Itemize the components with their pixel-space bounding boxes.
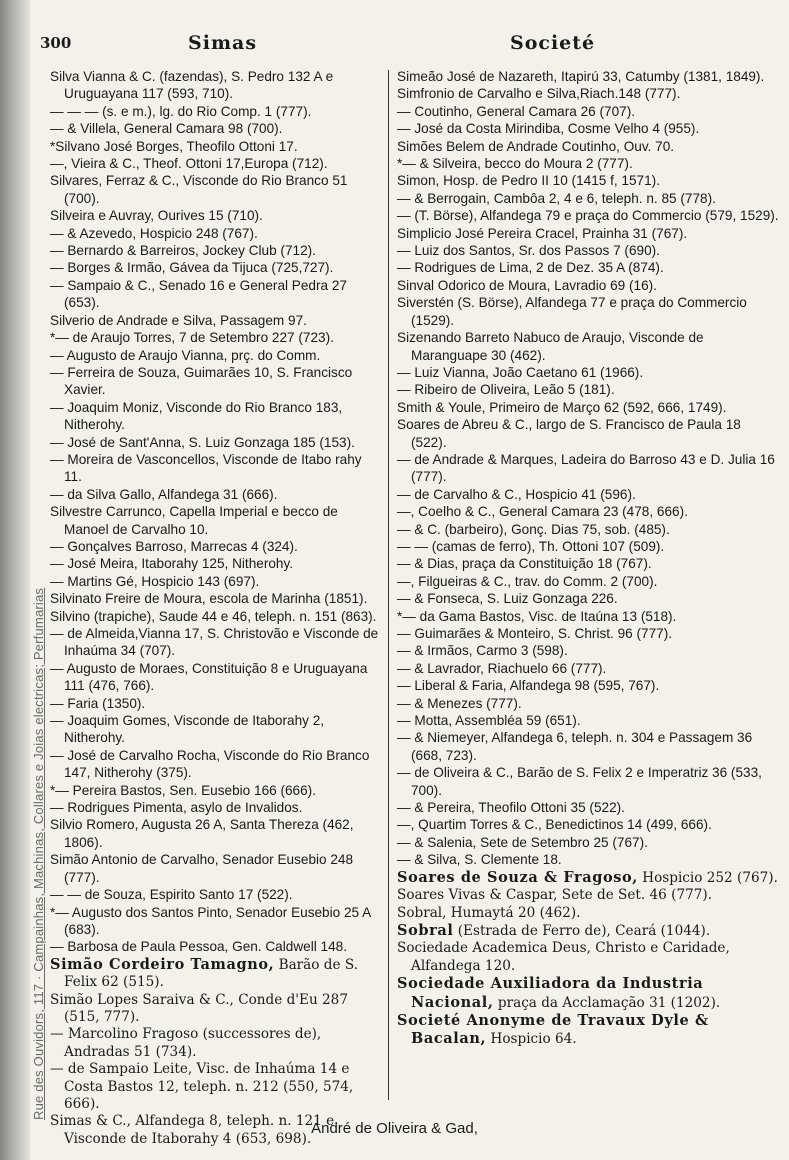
- directory-entry: —, Coelho & C., General Camara 23 (478, 666).: [397, 504, 688, 520]
- directory-entry: — Augusto de Moraes, Constituição 8 e Uruguayana 111 (476, 766).: [50, 660, 368, 694]
- directory-entry: — Augusto de Araujo Vianna, prç. do Comm.: [50, 347, 321, 363]
- directory-entry: — & Menezes (777).: [397, 695, 522, 711]
- directory-entry: — de Carvalho & C., Hospicio 41 (596).: [397, 486, 636, 502]
- directory-entry: — & Irmãos, Carmo 3 (598).: [397, 643, 568, 659]
- entry-text: praça da Acclamação 31 (1202).: [493, 994, 721, 1011]
- directory-entry: *Silvano José Borges, Theofilo Ottoni 17.: [50, 138, 298, 154]
- directory-entry: — & Silva, S. Clemente 18.: [397, 852, 562, 868]
- directory-entry: — José de Sant'Anna, S. Luiz Gonzaga 185 (153).: [50, 434, 355, 450]
- directory-entry: — Coutinho, General Camara 26 (707).: [397, 103, 636, 119]
- directory-entry: — Rodrigues de Lima, 2 de Dez. 35 A (874).: [397, 260, 664, 276]
- directory-entry: —, Vieira & C., Theof. Ottoni 17,Europa (712).: [50, 156, 328, 172]
- directory-entry: — & Fonseca, S. Luiz Gonzaga 226.: [397, 591, 618, 607]
- entry-heading: Societé Anonyme de Travaux Dyle & Bacalan,: [397, 1011, 709, 1048]
- directory-entry: — José de Carvalho Rocha, Visconde do Rio Branco 147, Nitherohy (375).: [50, 747, 370, 781]
- directory-entry: — & C. (barbeiro), Gonç. Dias 75, sob. (485).: [397, 521, 670, 537]
- directory-entry: [50, 1061, 382, 1113]
- directory-entry: Simão Antonio de Carvalho, Senador Eusebio 248 (777).: [50, 852, 354, 885]
- directory-entry: *— da Gama Bastos, Visc. de Itaúna 13 (518).: [397, 608, 677, 624]
- directory-entry: Silvino (trapiche), Saude 44 e 46, teleph. n. 151 (863).: [50, 608, 377, 624]
- directory-entry: [397, 869, 779, 887]
- directory-entry: —, Quartim Torres & C., Benedictinos 14 (499, 666).: [397, 817, 712, 833]
- directory-entry: *— & Silveira, becco do Moura 2 (777).: [397, 156, 633, 172]
- directory-entry: — & Salenia, Sete de Setembro 25 (767).: [397, 834, 648, 850]
- directory-entry: Silvares, Ferraz & C., Visconde do Rio Branco 51 (700).: [50, 173, 348, 206]
- entry-text: Simas & C., Alfandega 8, teleph. n. 121 e Visconde de Itaborahy 4 (653, 698).: [50, 1113, 335, 1147]
- directory-entry: — Luiz Vianna, João Caetano 61 (1966).: [397, 364, 644, 380]
- directory-entry: — Motta, Assembléa 59 (651).: [397, 713, 581, 729]
- directory-entry: [50, 956, 382, 992]
- directory-entry: —, Filgueiras & C., trav. do Comm. 2 (700).: [397, 573, 658, 589]
- page-header: [40, 32, 780, 58]
- directory-entry: Siverstén (S. Börse), Alfandega 77 e praça do Commercio (1529).: [397, 295, 747, 328]
- directory-entry: *— Pereira Bastos, Sen. Eusebio 166 (666).: [50, 782, 316, 798]
- directory-entry: — Borges & Irmão, Gávea da Tijuca (725,727).: [50, 260, 334, 276]
- column-divider: [388, 70, 389, 1100]
- directory-entry: Simões Belem de Andrade Coutinho, Ouv. 70.: [397, 138, 675, 154]
- directory-entry: — Joaquim Moniz, Visconde do Rio Branco 183, Nitherohy.: [50, 399, 343, 433]
- directory-entry: — & Lavrador, Riachuelo 66 (777).: [397, 660, 607, 676]
- directory-entry: — Barbosa de Paula Pessoa, Gen. Caldwell 148.: [50, 939, 347, 955]
- entry-heading: Sobral: [397, 921, 454, 939]
- entry-text: — Marcolino Fragoso (successores de), Andradas 51 (734).: [50, 1026, 322, 1060]
- directory-entry: — Ribeiro de Oliveira, Leão 5 (181).: [397, 382, 615, 398]
- directory-entry: — Moreira de Vasconcellos, Visconde de Itabo rahy 11.: [50, 451, 362, 485]
- directory-entry: Silvinato Freire de Moura, escola de Marinha (1851).: [50, 591, 368, 607]
- directory-entry: Simplicio José Pereira Cracel, Prainha 31 (767).: [397, 225, 688, 241]
- directory-entry: — & Azevedo, Hospicio 248 (767).: [50, 225, 258, 241]
- left-column: [50, 68, 382, 1148]
- directory-entry: *— Augusto dos Santos Pinto, Senador Eusebio 25 A (683).: [50, 904, 371, 937]
- directory-entry: — José da Costa Mirindiba, Cosme Velho 4 (955).: [397, 121, 700, 137]
- directory-entry: Soares de Abreu & C., largo de S. Francisco de Paula 18 (522).: [397, 417, 741, 450]
- directory-entry: [397, 975, 779, 1012]
- directory-entry: Silvio Romero, Augusta 26 A, Santa Thereza (462, 1806).: [50, 817, 354, 850]
- entry-text: Barão de S. Felix 62 (515).: [64, 956, 359, 991]
- directory-entry: [397, 1012, 779, 1049]
- directory-entry: — Liberal & Faria, Alfandega 98 (595, 767).: [397, 678, 660, 694]
- directory-entry: — — (camas de ferro), Th. Ottoni 107 (509).: [397, 538, 665, 554]
- directory-entry: — da Silva Gallo, Alfandega 31 (666).: [50, 486, 278, 502]
- directory-entry: [397, 887, 779, 904]
- entry-text: Sociedade Academica Deus, Christo e Caridade, Alfandega 120.: [397, 940, 730, 974]
- directory-entry: — & Berrogain, Cambôa 2, 4 e 6, teleph. n. 85 (778).: [397, 190, 716, 206]
- directory-entry: Silva Vianna & C. (fazendas), S. Pedro 132 A e Uruguayana 117 (593, 710).: [50, 69, 334, 102]
- right-running-title: Societé: [510, 32, 596, 54]
- directory-entry: [397, 922, 779, 940]
- directory-entry: — & Villela, General Camara 98 (700).: [50, 121, 283, 137]
- directory-entry: — Sampaio & C., Senado 16 e General Pedra 27 (653).: [50, 277, 347, 311]
- entry-heading: Sociedade Auxiliadora da Industria Nacional,: [397, 975, 704, 1011]
- directory-entry: — de Almeida,Vianna 17, S. Christovão e Visconde de Inhaúma 34 (707).: [50, 626, 379, 659]
- directory-entry: — & Dias, praça da Constituição 18 (767).: [397, 556, 652, 572]
- directory-entry: — de Oliveira & C., Barão de S. Felix 2 e Imperatriz 36 (533, 700).: [397, 765, 762, 798]
- entry-text: Hospicio 252 (767).: [637, 869, 778, 886]
- directory-entry: [50, 1026, 382, 1061]
- directory-entry: — (T. Börse), Alfandega 79 e praça do Commercio (579, 1529).: [397, 208, 779, 224]
- directory-entry: Sizenando Barreto Nabuco de Araujo, Visconde de Maranguape 30 (462).: [397, 330, 704, 363]
- page-edge-shadow: [0, 0, 30, 1160]
- directory-entry: — — de Souza, Espirito Santo 17 (522).: [50, 887, 293, 903]
- directory-entry: Simeão José de Nazareth, Itapirú 33, Catumby (1381, 1849).: [397, 69, 765, 84]
- entry-text: Simão Lopes Saraiva & C., Conde d'Eu 287 (515, 777).: [50, 991, 348, 1025]
- entry-heading: Simão Cordeiro Tamagno,: [50, 955, 275, 973]
- directory-entry: — — — (s. e m.), lg. do Rio Comp. 1 (777).: [50, 103, 312, 119]
- directory-entry: — Bernardo & Barreiros, Jockey Club (712).: [50, 243, 316, 259]
- directory-entry: — & Pereira, Theofilo Ottoni 35 (522).: [397, 800, 625, 816]
- entry-text: Soares Vivas & Caspar, Sete de Set. 46 (777).: [397, 887, 713, 904]
- directory-entry: — Guimarães & Monteiro, S. Christ. 96 (777).: [397, 626, 672, 641]
- directory-entry: — José Meira, Itaborahy 125, Nitherohy.: [50, 556, 294, 572]
- left-running-title: Simas: [188, 32, 258, 54]
- directory-entry: — Martins Gé, Hospicio 143 (697).: [50, 573, 260, 589]
- directory-entry: — Gonçalves Barroso, Marrecas 4 (324).: [50, 538, 298, 554]
- directory-entry: [397, 940, 779, 975]
- directory-entry: [50, 992, 382, 1027]
- directory-entry: Silverio de Andrade e Silva, Passagem 97.: [50, 312, 307, 328]
- directory-entry: — Joaquim Gomes, Visconde de Itaborahy 2, Nitherohy.: [50, 713, 325, 746]
- directory-entry: — Luiz dos Santos, Sr. dos Passos 7 (690).: [397, 243, 660, 259]
- footer-text: André de Oliveira & Gad,: [311, 1120, 478, 1137]
- directory-entry: Silveira e Auvray, Ourives 15 (710).: [50, 208, 263, 224]
- directory-entry: — Rodrigues Pimenta, asylo de Invalidos.: [50, 800, 303, 816]
- directory-entry: Smith & Youle, Primeiro de Março 62 (592, 666, 1749).: [397, 399, 727, 415]
- entry-heading: Soares de Souza & Fragoso,: [397, 868, 638, 886]
- directory-entry: Simfronio de Carvalho e Silva,Riach.148 (777).: [397, 86, 681, 102]
- directory-entry: [397, 905, 779, 922]
- directory-entry: Sinval Odorico de Moura, Lavradio 69 (16).: [397, 277, 657, 293]
- entry-text: Sobral, Humaytá 20 (462).: [397, 904, 581, 921]
- directory-entry: Silvestre Carrunco, Capella Imperial e becco de Manoel de Carvalho 10.: [50, 504, 338, 537]
- directory-entry: — Faria (1350).: [50, 695, 146, 711]
- entry-text: — de Sampaio Leite, Visc. de Inhaúma 14 e Costa Bastos 12, teleph. n. 212 (550, 574, 666).: [50, 1061, 354, 1112]
- right-column: [397, 68, 779, 1049]
- directory-entry: — Ferreira de Souza, Guimarães 10, S. Francisco Xavier.: [50, 364, 353, 398]
- vertical-advertisement: Rue des Ouvidors, 117 · Campainhas, Machinas, Collares e Joias electricas; Perfumarias: [31, 587, 46, 1120]
- entry-text: Hospicio 64.: [486, 1031, 577, 1048]
- entry-text: (Estrada de Ferro de), Ceará (1044).: [453, 922, 711, 939]
- directory-entry: — & Niemeyer, Alfandega 6, teleph. n. 304 e Passagem 36 (668, 723).: [397, 730, 753, 763]
- page-number: 300: [40, 34, 72, 52]
- directory-entry: — de Andrade & Marques, Ladeira do Barroso 43 e D. Julia 16 (777).: [397, 451, 775, 485]
- directory-entry: Simon, Hosp. de Pedro II 10 (1415 f, 1571).: [397, 173, 660, 189]
- directory-entry: *— de Araujo Torres, 7 de Setembro 227 (723).: [50, 330, 334, 346]
